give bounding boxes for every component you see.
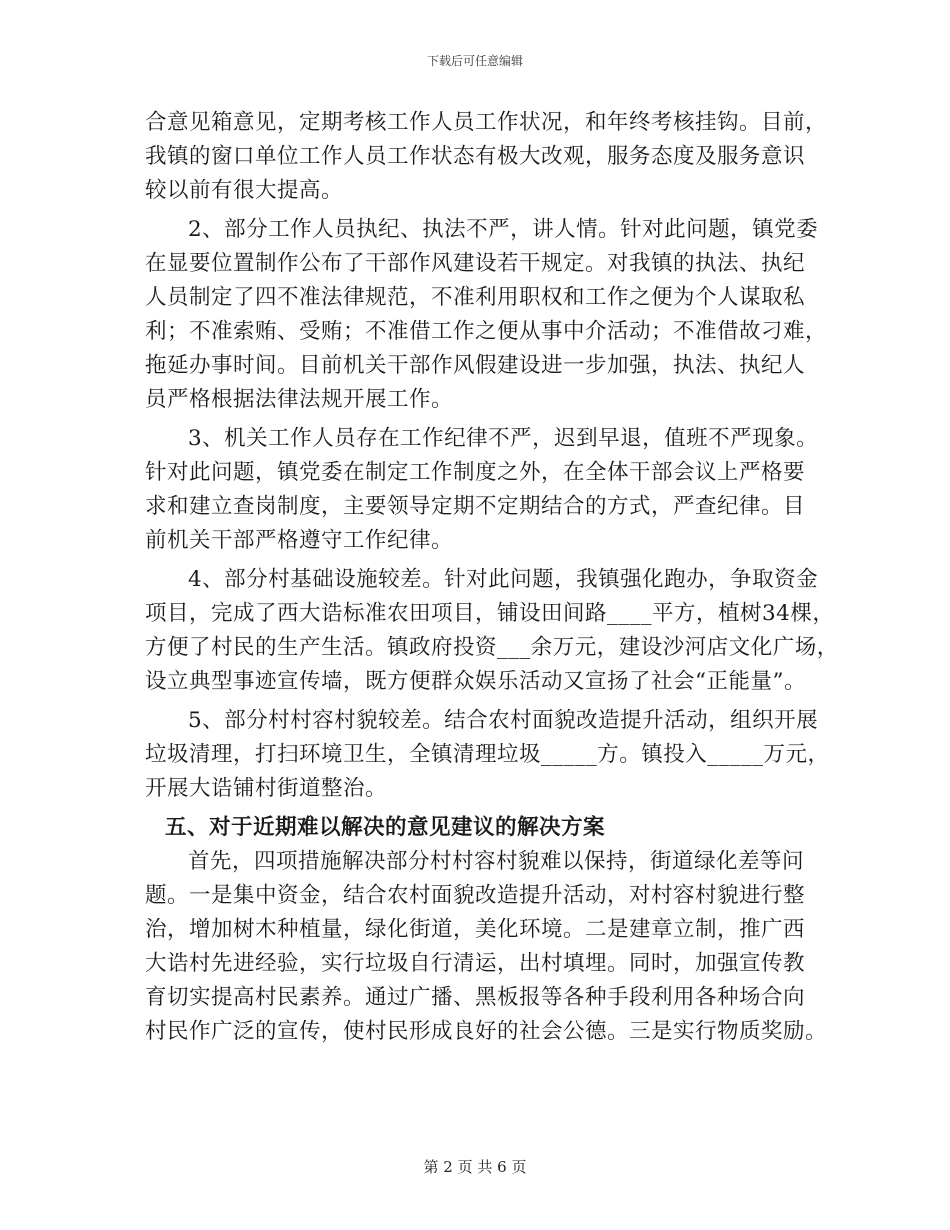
section-heading: 五、对于近期难以解决的意见建议的解决方案 bbox=[165, 815, 606, 840]
paragraph-3 bbox=[145, 422, 819, 558]
text-line: 拖延办事时间。目前机关干部作风假建设进一步加强，执法、执纪人 bbox=[145, 353, 806, 378]
paragraph-5 bbox=[145, 704, 830, 806]
text-line: 求和建立查岗制度，主要领导定期不定期结合的方式，严查纪律。目 bbox=[145, 494, 806, 519]
paragraph-6 bbox=[145, 845, 828, 1049]
paragraph-4 bbox=[145, 563, 839, 699]
text-line: 针对此问题，镇党委在制定工作制度之外，在全体干部会议上严格要 bbox=[145, 460, 806, 485]
text-line: 4、部分村基础设施较差。针对此问题，我镇强化跑办，争取资金 bbox=[188, 567, 819, 592]
text-line: 利；不准索贿、受贿；不准借工作之便从事中介活动；不准借故刁难， bbox=[145, 319, 828, 344]
text-line: 首先，四项措施解决部分村村容村貌难以保持，街道绿化差等问 bbox=[188, 849, 805, 874]
text-line: 2、部分工作人员执纪、执法不严，讲人情。针对此问题，镇党委 bbox=[188, 217, 819, 242]
text-line: 合意见箱意见，定期考核工作人员工作状况，和年终考核挂钩。目前， bbox=[145, 110, 828, 135]
text-line: 我镇的窗口单位工作人员工作状态有极大改观，服务态度及服务意识 bbox=[145, 144, 806, 169]
paragraph-1 bbox=[145, 106, 828, 208]
text-line: 项目，完成了西大诰标准农田项目，铺设田间路____平方，植树34棵， bbox=[145, 601, 835, 626]
text-line: 大诰村先进经验，实行垃圾自行清运，出村填埋。同时，加强宣传教 bbox=[145, 951, 806, 976]
text-line: 5、部分村村容村貌较差。结合农村面貌改造提升活动，组织开展 bbox=[188, 708, 819, 733]
text-line: 在显要位置制作公布了干部作风建设若干规定。对我镇的执法、执纪 bbox=[145, 251, 806, 276]
document-body bbox=[145, 106, 839, 1049]
text-line: 村民作广泛的宣传，使村民形成良好的社会公德。三是实行物质奖励。 bbox=[145, 1019, 828, 1044]
text-line: 题。一是集中资金，结合农村面貌改造提升活动，对村容村貌进行整 bbox=[145, 883, 806, 908]
page-header: 下载后可任意编辑 bbox=[426, 54, 523, 68]
text-line: 开展大诰铺村街道整治。 bbox=[145, 776, 388, 801]
text-line: 治，增加树木种植量，绿化街道，美化环境。二是建章立制，推广西 bbox=[145, 917, 806, 942]
text-line: 垃圾清理，打扫环境卫生，全镇清理垃圾_____方。镇投入_____万元， bbox=[145, 742, 830, 767]
text-line: 3、机关工作人员存在工作纪律不严，迟到早退，值班不严现象。 bbox=[188, 426, 819, 451]
text-line: 人员制定了四不准法律规范，不准利用职权和工作之便为个人谋取私 bbox=[145, 285, 806, 310]
text-line: 前机关干部严格遵守工作纪律。 bbox=[145, 528, 454, 553]
page-footer: 第 2 页 共 6 页 bbox=[423, 1158, 527, 1176]
text-line: 员严格根据法律法规开展工作。 bbox=[145, 387, 454, 412]
paragraph-2 bbox=[145, 213, 828, 417]
text-line: 育切实提高村民素养。通过广播、黑板报等各种手段利用各种场合向 bbox=[145, 985, 806, 1010]
text-line: 设立典型事迹宣传墙，既方便群众娱乐活动又宣扬了社会“正能量”。 bbox=[145, 669, 806, 694]
text-line: 较以前有很大提高。 bbox=[145, 178, 344, 203]
text-line: 方便了村民的生产生活。镇政府投资___余万元，建设沙河店文化广场， bbox=[145, 635, 839, 660]
